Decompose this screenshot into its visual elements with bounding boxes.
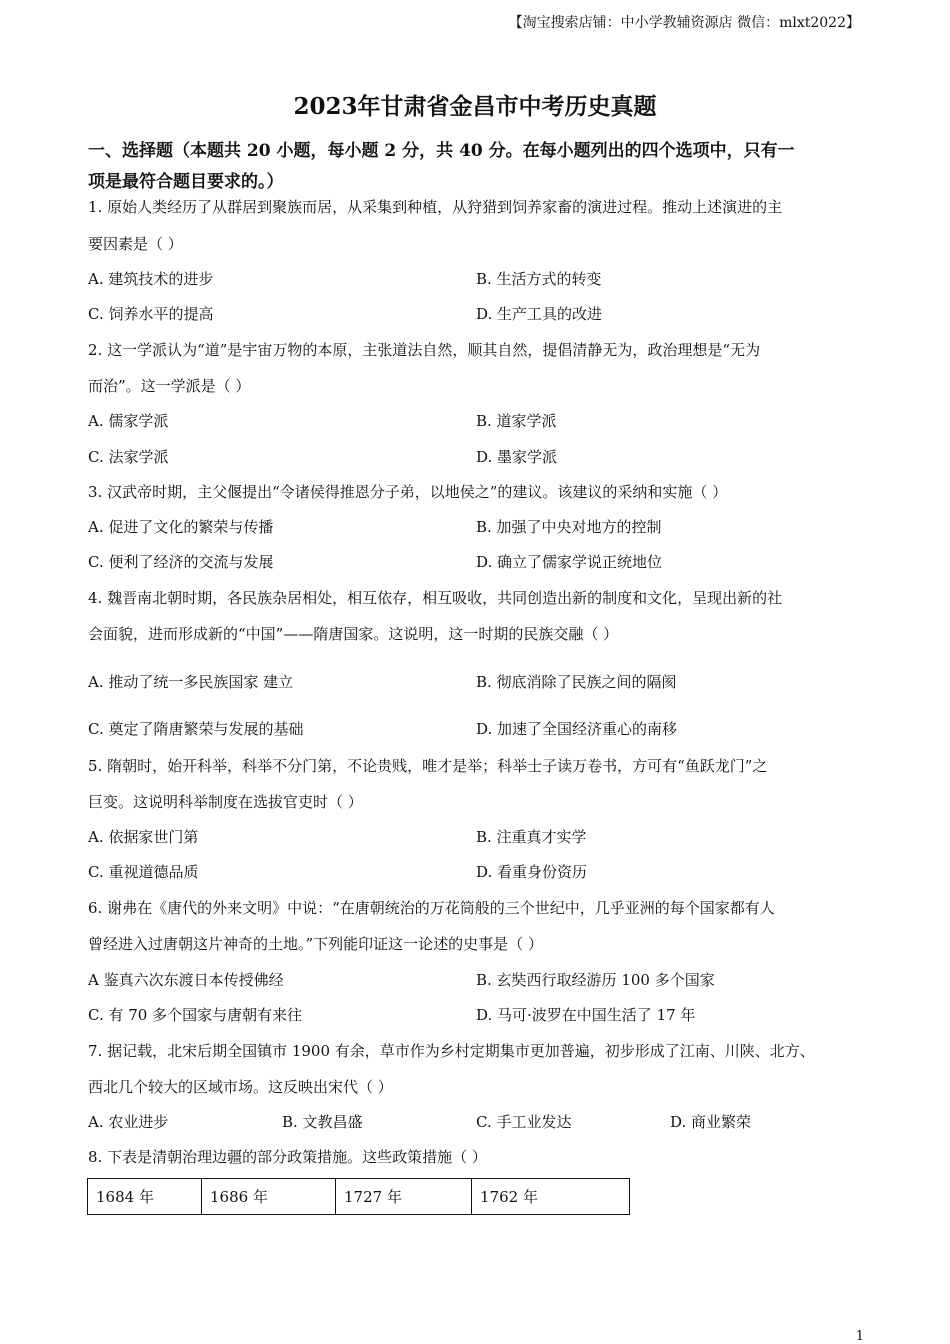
table-header-cell: 1684 年 bbox=[88, 1179, 202, 1215]
question-2-option-c: C. 法家学派 bbox=[88, 448, 169, 466]
question-4-stem-line1: 4. 魏晋南北朝时期，各民族杂居相处，相互依存，相互吸收，共同创造出新的制度和文化，呈现出新的社 bbox=[88, 589, 783, 607]
question-2-option-b: B. 道家学派 bbox=[476, 412, 557, 430]
header-note: 【淘宝搜索店铺：中小学教辅资源店 微信：mlxt2022】 bbox=[508, 15, 860, 31]
table-header-cell: 1727 年 bbox=[336, 1179, 472, 1215]
question-1-stem-line1: 1. 原始人类经历了从群居到聚族而居，从采集到种植，从狩猎到饲养家畜的演进过程。推动上述演进的主 bbox=[88, 198, 783, 216]
question-6-option-d: D. 马可·波罗在中国生活了 17 年 bbox=[476, 1006, 696, 1024]
question-3-stem: 3. 汉武帝时期，主父偃提出“令诸侯得推恩分子弟，以地侯之”的建议。该建议的采纳和实施（ ） bbox=[88, 483, 728, 501]
question-2-option-d: D. 墨家学派 bbox=[476, 448, 558, 466]
question-5-stem-line2: 巨变。这说明科举制度在选拔官吏时（ ） bbox=[88, 793, 363, 811]
question-4-option-d: D. 加速了全国经济重心的南移 bbox=[476, 720, 678, 738]
table-header-cell: 1686 年 bbox=[202, 1179, 336, 1215]
question-4-option-c: C. 奠定了隋唐繁荣与发展的基础 bbox=[88, 720, 304, 738]
question-7-option-c: C. 手工业发达 bbox=[476, 1113, 572, 1131]
question-4-stem-line2: 会面貌，进而形成新的“中国”——隋唐国家。这说明，这一时期的民族交融（ ） bbox=[88, 625, 619, 643]
question-1-option-d: D. 生产工具的改进 bbox=[476, 305, 603, 323]
question-3-option-a: A. 促进了文化的繁荣与传播 bbox=[88, 518, 274, 536]
policy-table bbox=[87, 1178, 630, 1215]
question-1-option-c: C. 饲养水平的提高 bbox=[88, 305, 214, 323]
table-row bbox=[88, 1179, 630, 1215]
question-5-option-b: B. 注重真才实学 bbox=[476, 828, 587, 846]
question-2-stem-line2: 而治”。这一学派是（ ） bbox=[88, 377, 251, 395]
question-7-option-d: D. 商业繁荣 bbox=[670, 1113, 752, 1131]
question-7-stem-line1: 7. 据记载，北宋后期全国镇市 1900 有余，草市作为乡村定期集市更加普遍，初步形成了江南、川陕、北方、 bbox=[88, 1042, 815, 1060]
section-heading-line1: 一、选择题（本题共 20 小题，每小题 2 分，共 40 分。在每小题列出的四个选项中，只有一 bbox=[88, 141, 795, 161]
page-number: 1 bbox=[855, 1329, 864, 1344]
question-5-option-a: A. 依据家世门第 bbox=[88, 828, 199, 846]
question-4-option-a: A. 推动了统一多民族国家 建立 bbox=[88, 673, 294, 691]
question-6-option-b: B. 玄奘西行取经游历 100 多个国家 bbox=[476, 971, 715, 989]
question-4-option-b: B. 彻底消除了民族之间的隔阂 bbox=[476, 673, 677, 691]
question-8-stem: 8. 下表是清朝治理边疆的部分政策措施。这些政策措施（ ） bbox=[88, 1148, 487, 1166]
question-3-option-b: B. 加强了中央对地方的控制 bbox=[476, 518, 662, 536]
question-5-stem-line1: 5. 隋朝时，始开科举，科举不分门第，不论贵贱，唯才是举；科举士子读万卷书，方可有“鱼跃龙门”之 bbox=[88, 757, 768, 775]
question-5-option-d: D. 看重身份资历 bbox=[476, 863, 588, 881]
question-1-option-a: A. 建筑技术的进步 bbox=[88, 270, 214, 288]
question-7-option-a: A. 农业进步 bbox=[88, 1113, 169, 1131]
question-1-stem-line2: 要因素是（ ） bbox=[88, 235, 183, 253]
question-6-stem-line1: 6. 谢弗在《唐代的外来文明》中说：“在唐朝统治的万花筒般的三个世纪中，几乎亚洲的每个国家都有人 bbox=[88, 899, 775, 917]
question-2-stem-line1: 2. 这一学派认为“道”是宇宙万物的本原，主张道法自然，顺其自然，提倡清静无为，政治理想是“无为 bbox=[88, 341, 761, 359]
question-6-option-a: A 鉴真六次东渡日本传授佛经 bbox=[88, 971, 284, 989]
question-6-option-c: C. 有 70 多个国家与唐朝有来往 bbox=[88, 1006, 303, 1024]
question-1-option-b: B. 生活方式的转变 bbox=[476, 270, 602, 288]
question-3-option-c: C. 便利了经济的交流与发展 bbox=[88, 553, 274, 571]
question-3-option-d: D. 确立了儒家学说正统地位 bbox=[476, 553, 663, 571]
question-7-stem-line2: 西北几个较大的区域市场。这反映出宋代（ ） bbox=[88, 1078, 393, 1096]
question-6-stem-line2: 曾经进入过唐朝这片神奇的土地。”下列能印证这一论述的史事是（ ） bbox=[88, 935, 543, 953]
question-5-option-c: C. 重视道德品质 bbox=[88, 863, 199, 881]
question-2-option-a: A. 儒家学派 bbox=[88, 412, 169, 430]
section-heading-line2: 项是最符合题目要求的。） bbox=[88, 172, 284, 192]
page-title: 2023年甘肃省金昌市中考历史真题 bbox=[293, 93, 657, 120]
question-7-option-b: B. 文教昌盛 bbox=[282, 1113, 363, 1131]
table-header-cell: 1762 年 bbox=[472, 1179, 630, 1215]
